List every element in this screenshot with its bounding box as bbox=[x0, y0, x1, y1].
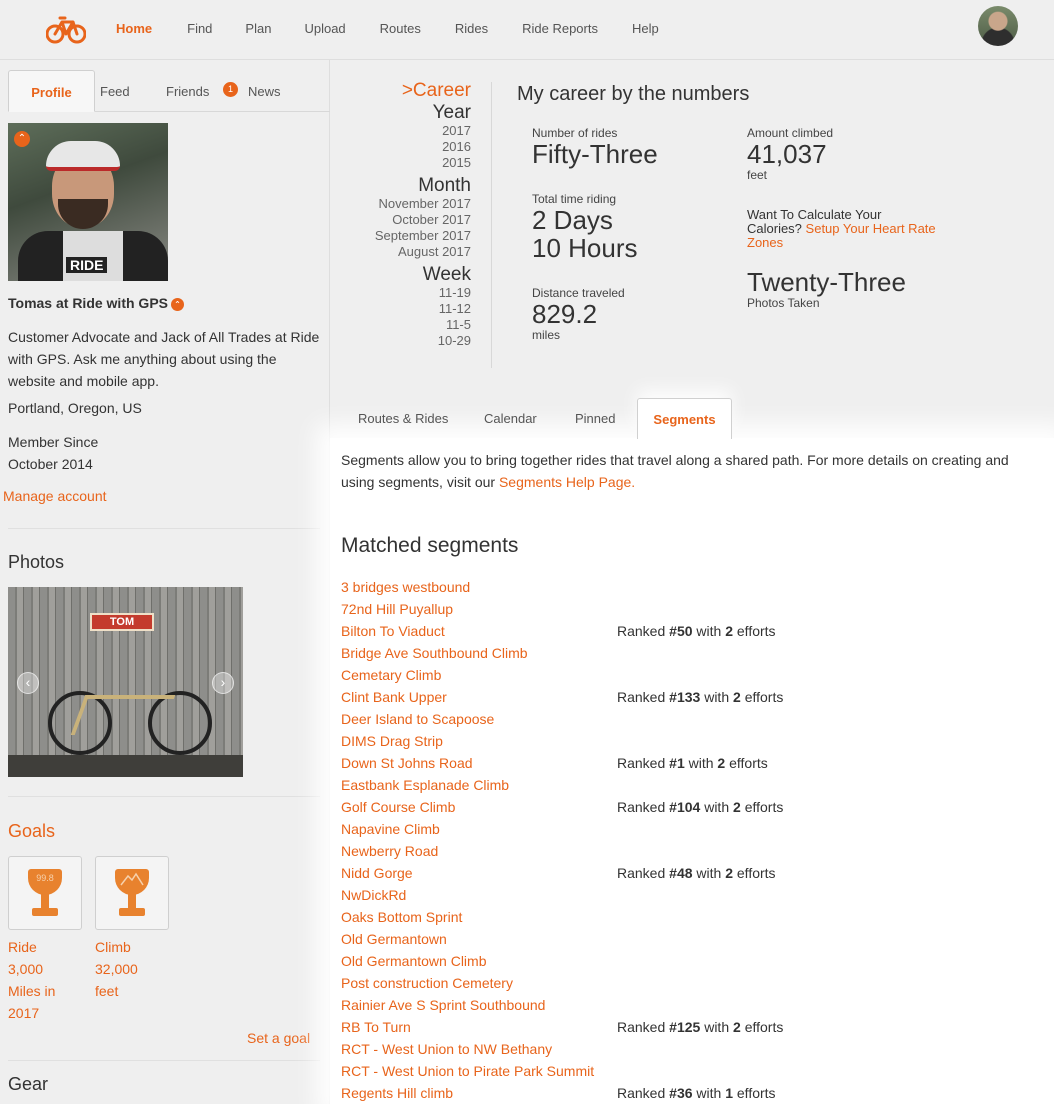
efforts-count: 2 bbox=[725, 623, 733, 639]
segment-link[interactable]: Eastbank Esplanade Climb bbox=[341, 777, 510, 793]
segment-row bbox=[341, 752, 1041, 774]
segment-row bbox=[341, 708, 1041, 730]
segment-row bbox=[341, 598, 1041, 620]
segment-row bbox=[341, 664, 1041, 686]
with-word: with bbox=[704, 799, 730, 815]
chevron-up-icon: ⌃ bbox=[14, 131, 30, 147]
trophy-progress-text: 99.8 bbox=[28, 869, 62, 895]
segment-rank bbox=[617, 620, 776, 642]
efforts-word: efforts bbox=[744, 799, 784, 815]
goal-text-ride[interactable] bbox=[8, 936, 55, 1024]
calorie-text: Want To Calculate Your Calories? bbox=[747, 207, 882, 236]
segment-link[interactable]: Old Germantown Climb bbox=[341, 953, 487, 969]
nav-item-plan[interactable]: Plan bbox=[245, 21, 272, 36]
segment-link[interactable]: Down St Johns Road bbox=[341, 755, 473, 771]
rank-value: #1 bbox=[669, 755, 685, 771]
segment-link[interactable]: Clint Bank Upper bbox=[341, 689, 447, 705]
main-nav bbox=[116, 21, 697, 36]
stat-time bbox=[532, 192, 638, 262]
profile-bio: Customer Advocate and Jack of All Trades at Ride with GPS. Ask me anything about using the website and mobile app. bbox=[8, 329, 320, 389]
trophy-icon bbox=[24, 869, 66, 921]
chevron-up-icon: ⌃ bbox=[171, 298, 184, 311]
segment-link[interactable]: Oaks Bottom Sprint bbox=[341, 909, 463, 925]
divider bbox=[8, 1060, 320, 1061]
week-label: Week bbox=[422, 264, 471, 285]
heart-rate-zones-link[interactable]: Setup Your Heart Rate Zones bbox=[747, 221, 936, 250]
profile-tabs bbox=[8, 70, 330, 112]
segment-link[interactable]: RCT - West Union to Pirate Park Summit bbox=[341, 1063, 595, 1079]
efforts-word: efforts bbox=[729, 755, 768, 771]
top-nav bbox=[0, 0, 1054, 60]
profile-location: Portland, Oregon, US bbox=[8, 400, 142, 416]
stat-unit: miles bbox=[532, 328, 561, 342]
segment-row bbox=[341, 862, 1041, 884]
profile-photo-beard bbox=[58, 199, 108, 229]
stat-label: Photos Taken bbox=[747, 296, 820, 310]
efforts-word: efforts bbox=[744, 1019, 784, 1035]
goal-card-ride[interactable] bbox=[8, 856, 82, 930]
bike-frame bbox=[71, 695, 176, 735]
ranked-word: Ranked bbox=[617, 799, 666, 815]
week-link[interactable]: 10-29 bbox=[437, 333, 471, 348]
efforts-count: 1 bbox=[725, 1085, 733, 1101]
segment-row bbox=[341, 1082, 1041, 1104]
week-link[interactable]: 11-12 bbox=[438, 301, 471, 316]
efforts-count: 2 bbox=[733, 689, 741, 705]
efforts-word: efforts bbox=[744, 689, 784, 705]
segment-link[interactable]: Nidd Gorge bbox=[341, 865, 413, 881]
efforts-count: 2 bbox=[717, 755, 726, 771]
photos-heading: Photos bbox=[8, 552, 65, 572]
stat-unit: feet bbox=[747, 168, 768, 182]
segment-row bbox=[341, 576, 1041, 598]
profile-name bbox=[8, 295, 184, 311]
segment-link[interactable]: Bilton To Viaduct bbox=[341, 623, 445, 639]
divider bbox=[8, 528, 320, 529]
ranked-word: Ranked bbox=[617, 865, 666, 881]
calorie-prompt bbox=[747, 208, 937, 250]
stat-value: 10 Hours bbox=[532, 233, 638, 263]
segments-intro-text: Segments allow you to bring together rides that travel along a shared path. For more details on creating and using segments, visit our bbox=[341, 452, 1009, 490]
segment-row bbox=[341, 796, 1041, 818]
year-link[interactable]: 2017 bbox=[442, 123, 471, 138]
segment-row bbox=[341, 906, 1041, 928]
stat-label: Total time riding bbox=[532, 192, 617, 206]
segment-row bbox=[341, 730, 1041, 752]
segment-link[interactable]: 3 bridges westbound bbox=[341, 579, 471, 595]
carousel-next-button[interactable]: › bbox=[212, 672, 234, 694]
efforts-count: 2 bbox=[725, 865, 733, 881]
segment-rank bbox=[617, 752, 768, 774]
segment-link[interactable]: Bridge Ave Southbound Climb bbox=[341, 645, 528, 661]
bicycle-logo-icon[interactable] bbox=[46, 13, 86, 45]
rank-value: #104 bbox=[669, 799, 701, 815]
segment-link[interactable]: Newberry Road bbox=[341, 843, 439, 859]
stat-label: Number of rides bbox=[532, 126, 618, 140]
segment-row bbox=[341, 774, 1041, 796]
photo-sign: TOM bbox=[90, 613, 154, 631]
profile-name-text: Tomas at Ride with GPS bbox=[8, 295, 168, 311]
matched-segments-heading: Matched segments bbox=[341, 534, 519, 557]
gear-heading: Gear bbox=[8, 1074, 49, 1094]
member-since-date: October 2014 bbox=[8, 456, 93, 472]
nav-item-find[interactable]: Find bbox=[187, 21, 213, 36]
stat-value: 829.2 bbox=[532, 299, 598, 329]
with-word: with bbox=[696, 1085, 722, 1101]
nav-item-routes[interactable]: Routes bbox=[379, 21, 421, 36]
goal-line: Ride bbox=[8, 939, 37, 955]
segment-link[interactable]: Regents Hill climb bbox=[341, 1085, 454, 1101]
segment-row bbox=[341, 1038, 1041, 1060]
friends-notification-badge: 1 bbox=[223, 82, 238, 97]
efforts-word: efforts bbox=[736, 865, 776, 881]
nav-item-home[interactable]: Home bbox=[116, 21, 153, 36]
tab-routes-rides[interactable]: Routes & Rides bbox=[358, 411, 449, 426]
nav-item-help[interactable]: Help bbox=[631, 21, 659, 36]
segment-link[interactable]: Deer Island to Scapoose bbox=[341, 711, 495, 727]
segment-rank bbox=[617, 1082, 776, 1104]
stat-climbed bbox=[747, 126, 833, 182]
month-label: Month bbox=[418, 175, 471, 196]
career-link[interactable]: >Career bbox=[401, 80, 471, 101]
segment-link[interactable]: Cemetary Climb bbox=[341, 667, 442, 683]
stat-label: Distance traveled bbox=[532, 286, 625, 300]
goal-line: feet bbox=[95, 983, 119, 999]
segment-link[interactable]: Old Germantown bbox=[341, 931, 447, 947]
segment-row bbox=[341, 818, 1041, 840]
photo-floor bbox=[8, 755, 243, 777]
tab-pinned[interactable]: Pinned bbox=[575, 411, 616, 426]
stat-value: Fifty-Three bbox=[532, 139, 658, 169]
rank-value: #133 bbox=[669, 689, 701, 705]
tab-news[interactable]: News bbox=[248, 84, 281, 99]
segment-row bbox=[341, 884, 1041, 906]
with-word: with bbox=[704, 689, 730, 705]
segment-link[interactable]: Napavine Climb bbox=[341, 821, 440, 837]
segment-row bbox=[341, 686, 1041, 708]
rank-value: #36 bbox=[669, 1085, 693, 1101]
segment-link[interactable]: 72nd Hill Puyallup bbox=[341, 601, 454, 617]
efforts-word: efforts bbox=[736, 1085, 776, 1101]
tab-friends[interactable]: Friends bbox=[166, 84, 210, 99]
segment-rank bbox=[617, 1016, 783, 1038]
segment-rank bbox=[617, 796, 783, 818]
year-link[interactable]: 2016 bbox=[442, 139, 471, 154]
segment-link[interactable]: DIMS Drag Strip bbox=[341, 733, 443, 749]
segment-link[interactable]: Post construction Cemetery bbox=[341, 975, 513, 991]
nav-item-upload[interactable]: Upload bbox=[304, 21, 346, 36]
ranked-word: Ranked bbox=[617, 689, 666, 705]
efforts-count: 2 bbox=[733, 1019, 741, 1035]
goal-text-climb[interactable] bbox=[95, 936, 138, 1002]
stat-rides bbox=[532, 126, 658, 168]
rank-value: #125 bbox=[669, 1019, 701, 1035]
segment-list bbox=[341, 576, 1041, 1104]
goal-card-climb[interactable] bbox=[95, 856, 169, 930]
stat-value: 41,037 bbox=[747, 139, 827, 169]
with-word: with bbox=[696, 865, 722, 881]
segment-link[interactable]: Golf Course Climb bbox=[341, 799, 456, 815]
career-title: My career by the numbers bbox=[517, 83, 750, 105]
stat-value: 2 Days bbox=[532, 205, 613, 235]
efforts-word: efforts bbox=[736, 623, 776, 639]
segments-help-link[interactable]: Segments Help Page. bbox=[498, 474, 636, 490]
nav-item-rides[interactable]: Rides bbox=[454, 21, 489, 36]
with-word: with bbox=[688, 755, 714, 771]
rank-value: #48 bbox=[669, 865, 693, 881]
stat-distance bbox=[532, 286, 625, 342]
year-label: Year bbox=[432, 102, 471, 123]
jersey-text: RIDE bbox=[66, 257, 107, 273]
month-link[interactable]: September 2017 bbox=[374, 228, 471, 243]
segment-row bbox=[341, 642, 1041, 664]
profile-photo-jersey bbox=[18, 231, 168, 281]
year-link[interactable]: 2015 bbox=[442, 155, 471, 170]
photo-carousel[interactable] bbox=[8, 587, 243, 777]
tab-calendar[interactable]: Calendar bbox=[484, 411, 537, 426]
goals-heading[interactable]: Goals bbox=[8, 821, 56, 841]
segment-rank bbox=[617, 862, 776, 884]
divider bbox=[8, 796, 320, 797]
carousel-prev-button[interactable]: ‹ bbox=[17, 672, 39, 694]
segment-link[interactable]: Rainier Ave S Sprint Southbound bbox=[341, 997, 546, 1013]
stat-label: Amount climbed bbox=[747, 126, 834, 140]
profile-sidebar bbox=[0, 60, 330, 1104]
stat-photos bbox=[747, 268, 906, 310]
week-link[interactable]: 11-5 bbox=[445, 317, 471, 332]
ranked-word: Ranked bbox=[617, 1019, 666, 1035]
goal-line: Climb bbox=[95, 939, 131, 955]
goal-line: 3,000 bbox=[8, 961, 44, 977]
goal-line: 2017 bbox=[8, 1005, 40, 1021]
segment-row bbox=[341, 950, 1041, 972]
ranked-word: Ranked bbox=[617, 1085, 666, 1101]
with-word: with bbox=[696, 623, 722, 639]
tab-feed[interactable]: Feed bbox=[100, 84, 130, 99]
trophy-mountain-icon bbox=[115, 869, 149, 895]
trophy-icon bbox=[111, 869, 153, 921]
goal-line: Miles in bbox=[8, 983, 56, 999]
ranked-word: Ranked bbox=[617, 623, 666, 639]
segment-row bbox=[341, 928, 1041, 950]
segment-link[interactable]: RB To Turn bbox=[341, 1019, 411, 1035]
efforts-count: 2 bbox=[733, 799, 741, 815]
segment-rank bbox=[617, 686, 783, 708]
nav-item-ride-reports[interactable]: Ride Reports bbox=[522, 21, 598, 36]
with-word: with bbox=[704, 1019, 730, 1035]
segment-row bbox=[341, 1016, 1041, 1038]
set-goal-link[interactable]: Set a goal bbox=[247, 1030, 311, 1046]
ranked-word: Ranked bbox=[617, 755, 666, 771]
month-link[interactable]: November 2017 bbox=[378, 196, 471, 211]
tab-segments[interactable]: Segments bbox=[637, 398, 732, 439]
member-since-label: Member Since bbox=[8, 434, 99, 450]
segment-row bbox=[341, 972, 1041, 994]
tab-profile[interactable]: Profile bbox=[8, 70, 95, 112]
segment-row bbox=[341, 994, 1041, 1016]
segment-row bbox=[341, 620, 1041, 642]
segment-link[interactable]: NwDickRd bbox=[341, 887, 407, 903]
segment-row bbox=[341, 840, 1041, 862]
career-period-nav bbox=[340, 80, 471, 349]
segment-link[interactable]: RCT - West Union to NW Bethany bbox=[341, 1041, 553, 1057]
user-avatar[interactable] bbox=[978, 6, 1018, 46]
stat-value: Twenty-Three bbox=[747, 267, 906, 297]
manage-account-link[interactable]: Manage account bbox=[3, 488, 107, 504]
segments-intro bbox=[341, 449, 1046, 493]
month-link[interactable]: August 2017 bbox=[397, 244, 471, 259]
profile-photo-helmet bbox=[46, 141, 120, 171]
goal-line: 32,000 bbox=[95, 961, 138, 977]
month-link[interactable]: October 2017 bbox=[392, 212, 471, 227]
week-link[interactable]: 11-19 bbox=[438, 285, 471, 300]
profile-photo[interactable] bbox=[8, 123, 168, 281]
rank-value: #50 bbox=[669, 623, 693, 639]
segment-row bbox=[341, 1060, 1041, 1082]
content-tabs bbox=[340, 398, 1054, 438]
vertical-divider bbox=[491, 82, 492, 368]
